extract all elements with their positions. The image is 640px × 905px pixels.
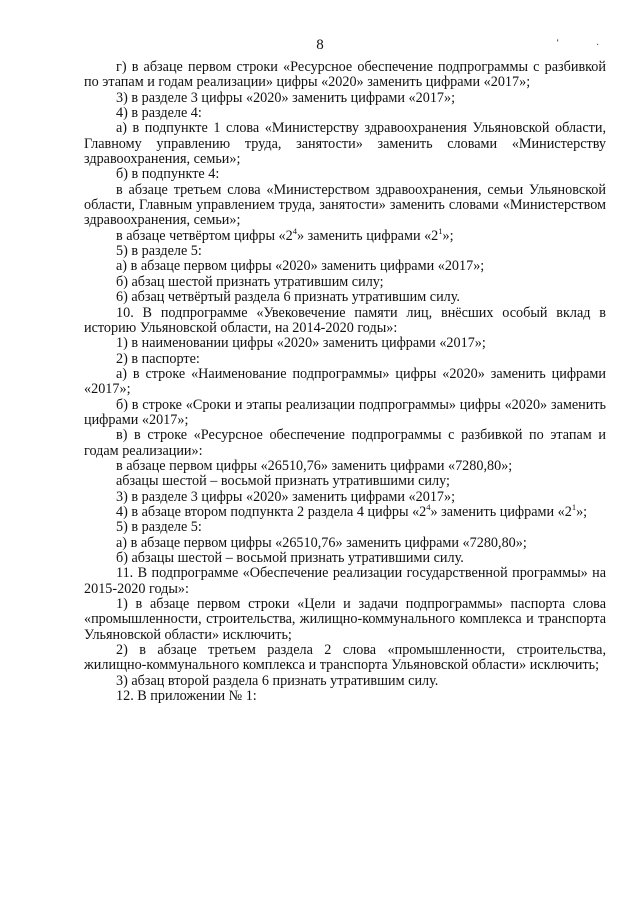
text-run: » заменить цифрами «2 bbox=[296, 227, 439, 244]
superscript: 4 bbox=[426, 501, 431, 512]
text-run: в абзаце четвёртом цифры «2 bbox=[116, 227, 293, 244]
superscript: 1 bbox=[438, 225, 443, 236]
paragraph: в абзаце третьем слова «Министерством здравоохранения, семьи Ульяновской области, Главным управлением труда, занятости» заменить словами «Министерством здравоохранения, семьи»; bbox=[84, 181, 606, 229]
paragraph: в абзаце первом цифры «26510,76» заменить цифрами «7280,80»; bbox=[116, 457, 513, 474]
paragraph: а) в строке «Наименование подпрограммы» цифры «2020» заменить цифрами «2017»; bbox=[84, 365, 606, 398]
paragraph: а) в подпункте 1 слова «Министерству здравоохранения Ульяновской области, Главному управлению труда, занятости» заменить словами «Министерству здравоохранения, семьи»; bbox=[84, 120, 606, 168]
paragraph: 12. В приложении № 1: bbox=[116, 688, 257, 705]
paragraph: 2) в паспорте: bbox=[116, 350, 200, 367]
paragraph: б) в подпункте 4: bbox=[116, 166, 220, 183]
paragraph: г) в абзаце первом строки «Ресурсное обеспечение подпрограммы с разбивкой по этапам и годам реализации» цифры «2020» заменить цифрами «2017»; bbox=[84, 59, 606, 91]
paragraph: а) в абзаце первом цифры «2020» заменить цифрами «2017»; bbox=[116, 258, 485, 275]
page-number: 8 bbox=[316, 37, 324, 53]
scan-mark: ‘ bbox=[556, 38, 560, 49]
text-run: 4) в абзаце втором подпункта 2 раздела 4 цифры «2 bbox=[116, 503, 427, 520]
paragraph: б) в строке «Сроки и этапы реализации подпрограммы» цифры «2020» заменить цифрами «2017»; bbox=[84, 396, 606, 428]
paragraph: 6) абзац четвёртый раздела 6 признать утратившим силу. bbox=[116, 289, 460, 306]
paragraph: 10. В подпрограмме «Увековечение памяти лиц, внёсших особый вклад в историю Ульяновской области, на 2014-2020 годы»: bbox=[84, 304, 606, 336]
text-run: » заменить цифрами «2 bbox=[430, 503, 572, 520]
paragraph: абзацы шестой – восьмой признать утратившими силу; bbox=[116, 473, 450, 490]
superscript: 1 bbox=[571, 501, 577, 512]
paragraph: 3) в разделе 3 цифры «2020» заменить цифрами «2017»; bbox=[116, 89, 456, 106]
text-run: »; bbox=[576, 503, 588, 520]
paragraph: в) в строке «Ресурсное обеспечение подпрограммы с разбивкой по этапам и годам реализации»: bbox=[84, 427, 606, 459]
paragraph: б) абзац шестой признать утратившим силу; bbox=[116, 273, 384, 290]
paragraph: 2) в абзаце третьем раздела 2 слова «промышленности, строительства, жилищно-коммунального комплекса и транспорта Ульяновской области» исключить; bbox=[84, 642, 606, 674]
paragraph bbox=[84, 501, 606, 520]
paragraph bbox=[84, 225, 606, 244]
paragraph: а) в абзаце первом цифры «26510,76» заменить цифрами «7280,80»; bbox=[116, 534, 527, 551]
paragraph: 4) в разделе 4: bbox=[116, 105, 202, 122]
text-run: »; bbox=[442, 227, 454, 244]
scan-mark: · bbox=[596, 40, 600, 51]
paragraph: 3) в разделе 3 цифры «2020» заменить цифрами «2017»; bbox=[116, 488, 456, 505]
paragraph: 3) абзац второй раздела 6 признать утратившим силу. bbox=[116, 672, 439, 689]
paragraph: 5) в разделе 5: bbox=[116, 243, 202, 260]
superscript: 4 bbox=[292, 225, 297, 236]
paragraph: б) абзацы шестой – восьмой признать утратившими силу. bbox=[116, 550, 464, 566]
document-body bbox=[84, 60, 606, 704]
paragraph: 11. В подпрограмме «Обеспечение реализации государственной программы» на 2015-2020 годы»: bbox=[84, 565, 606, 597]
paragraph: 1) в абзаце первом строки «Цели и задачи подпрограммы» паспорта слова «промышленности, строительства, жилищно-коммунального комплекса и транспорта Ульяновской области» исключить; bbox=[84, 596, 606, 643]
paragraph: 1) в наименовании цифры «2020» заменить цифрами «2017»; bbox=[116, 335, 486, 352]
paragraph: 5) в разделе 5: bbox=[116, 519, 202, 536]
